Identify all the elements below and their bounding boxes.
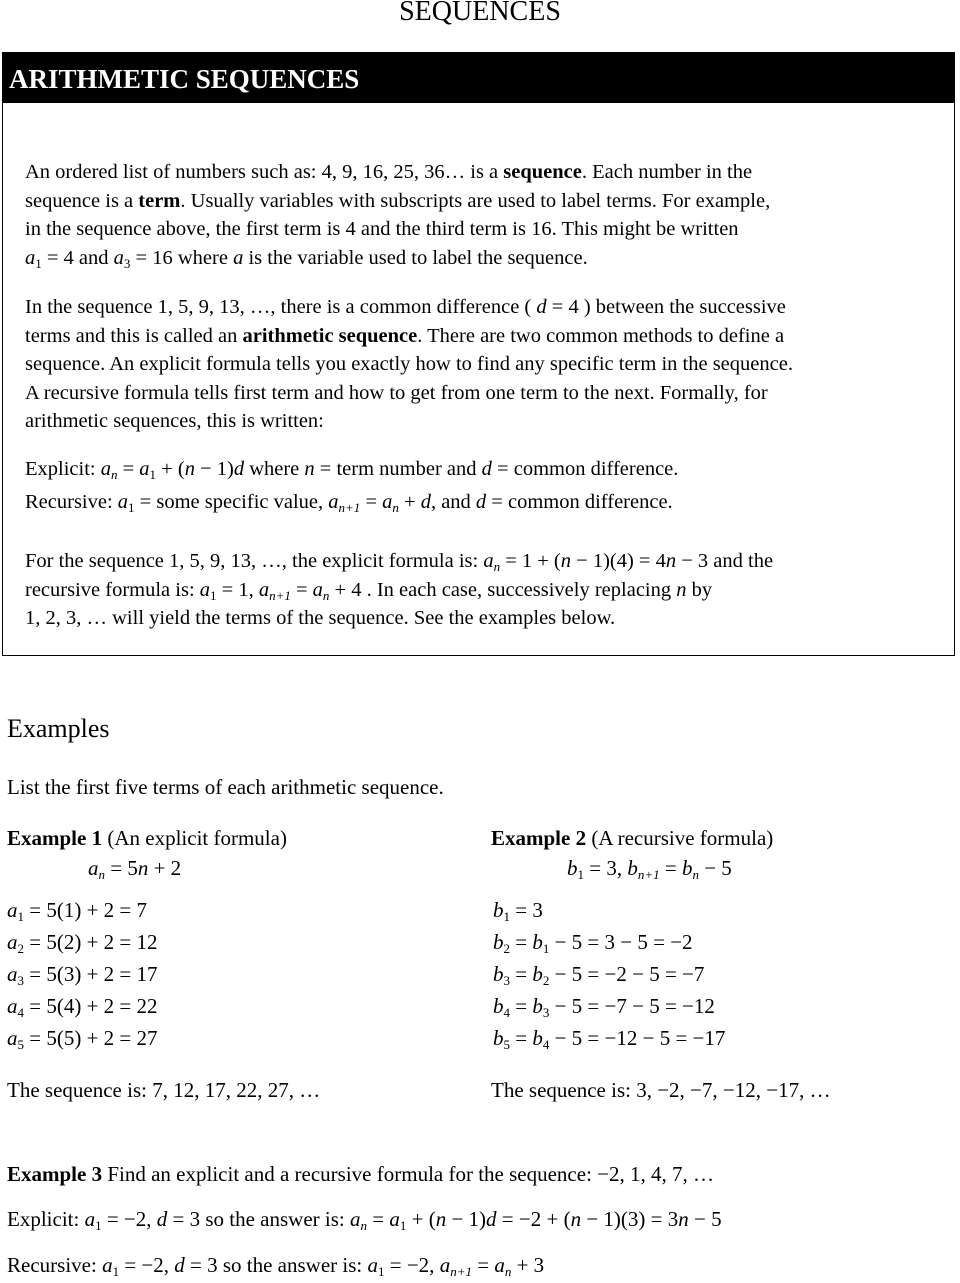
subscript: 1: [542, 941, 550, 956]
text: − 5 = −7 − 5 = −12: [549, 994, 715, 1018]
text: = 5(1) + 2 = 7: [24, 898, 148, 922]
var: b: [493, 1026, 504, 1050]
label: Explicit:: [25, 458, 101, 480]
bold-term: arithmetic sequence: [242, 324, 418, 347]
text: = some specific value,: [134, 491, 329, 513]
subscript: 3: [123, 255, 131, 271]
text: recursive formula is:: [25, 578, 200, 601]
text: by: [686, 578, 713, 601]
var: a: [117, 491, 129, 513]
var: a: [7, 930, 18, 954]
third-paragraph: [25, 547, 940, 633]
text: = −2 + (: [496, 1207, 571, 1231]
var: d: [486, 1207, 497, 1231]
var: d: [156, 1207, 168, 1231]
var: n: [137, 856, 149, 880]
var: b: [493, 930, 504, 954]
var: a: [328, 491, 339, 513]
example1-title: [7, 826, 287, 851]
example2-row: [493, 898, 543, 923]
var: d: [420, 491, 431, 513]
text: where: [244, 458, 305, 480]
example2-result: The sequence is: 3, −2, −7, −12, −17, …: [491, 1078, 831, 1102]
subscript: 1: [149, 467, 157, 482]
text: = 4 ) between the successive: [546, 296, 786, 318]
text: Find an explicit and a recursive formula for the sequence: −2, 1, 4, 7, …: [102, 1162, 715, 1186]
text: − 5: [698, 856, 732, 880]
var: a: [312, 578, 323, 601]
p3-line-3: 1, 2, 3, … will yield the terms of the sequence. See the examples below.: [25, 607, 616, 629]
example3-explicit: [7, 1207, 722, 1232]
text: =: [367, 1207, 390, 1231]
example1-row: [7, 994, 158, 1019]
var: b: [532, 1026, 543, 1050]
example1-formula: [88, 856, 181, 881]
text: For the sequence 1, 5, 9, 13, …, the explicit formula is:: [25, 550, 484, 572]
var: n: [676, 578, 687, 601]
subscript: 1: [35, 255, 42, 271]
var: a: [100, 458, 111, 480]
text: (An explicit formula): [102, 826, 287, 850]
text: =: [471, 1253, 495, 1277]
example2-formula: [567, 856, 732, 881]
label: Recursive:: [25, 491, 118, 513]
bold-term: term: [138, 189, 181, 212]
text: − 1)(4) = 4: [571, 550, 666, 572]
text: = 1 + (: [500, 550, 561, 572]
var: n: [560, 550, 572, 572]
text: − 1)(3) = 3: [581, 1207, 679, 1231]
second-paragraph: [25, 293, 940, 436]
text: +: [398, 491, 421, 513]
var: a: [102, 1253, 113, 1277]
subscript: 4: [503, 1005, 510, 1020]
text: + (: [406, 1207, 436, 1231]
subscript: n: [322, 587, 330, 603]
var: n: [435, 1207, 447, 1231]
text: In the sequence 1, 5, 9, 13, …, there is a common difference (: [25, 296, 537, 318]
var: b: [493, 962, 504, 986]
example1-row: [7, 898, 147, 923]
text: − 5 = 3 − 5 = −2: [549, 930, 693, 954]
text: =: [360, 491, 383, 513]
example1-result: The sequence is: 7, 12, 17, 22, 27, …: [7, 1078, 321, 1102]
var: b: [681, 856, 693, 880]
text: + (: [156, 458, 185, 480]
subscript: n: [504, 1264, 512, 1279]
var: d: [481, 458, 492, 480]
p2-line-1: [25, 293, 940, 322]
intro-line-1: [25, 158, 940, 187]
text: = 3: [510, 898, 543, 922]
var: b: [532, 930, 543, 954]
text: . There are two common methods to define a: [417, 324, 785, 347]
var: b: [493, 898, 504, 922]
recursive-definition: [25, 491, 673, 514]
intro-line-4: [25, 244, 940, 273]
text: − 3 and the: [676, 550, 774, 572]
var: a: [494, 1253, 505, 1277]
var: a: [258, 578, 270, 601]
bold-term: sequence: [503, 161, 582, 183]
example2-row: [493, 962, 704, 987]
var: n: [570, 1207, 582, 1231]
text: = term number and: [314, 458, 482, 480]
text: = 1,: [216, 578, 259, 601]
var: d: [475, 491, 487, 513]
bold-label: Example 2: [491, 826, 587, 850]
text: (A recursive formula): [586, 826, 774, 850]
var: b: [532, 962, 543, 986]
subscript: n+1: [338, 500, 361, 515]
subscript: 1: [503, 909, 510, 924]
example2-row: [493, 994, 715, 1019]
text: = 5: [105, 856, 138, 880]
text: = 5(4) + 2 = 22: [24, 994, 158, 1018]
subscript: n: [692, 867, 699, 882]
var: a: [199, 578, 211, 601]
section-banner: ARITHMETIC SEQUENCES: [3, 53, 954, 103]
var: a: [88, 856, 99, 880]
text: =: [510, 962, 533, 986]
subscript: 2: [17, 941, 24, 956]
var: a: [84, 1207, 96, 1231]
text: terms and this is called an: [25, 324, 243, 347]
subscript: 3: [542, 1005, 550, 1020]
subscript: n+1: [637, 867, 660, 882]
explicit-definition: [25, 458, 678, 481]
subscript: 1: [95, 1218, 102, 1233]
var: a: [7, 898, 18, 922]
subscript: n: [392, 500, 399, 515]
text: . Usually variables with subscripts are used to label terms. For example,: [180, 189, 771, 212]
text: , and: [430, 491, 476, 513]
subscript: 2: [503, 941, 510, 956]
subscript: n: [493, 559, 501, 574]
intro-line-2: [25, 187, 940, 216]
p2-line-5: arithmetic sequences, this is written:: [25, 410, 324, 432]
var: a: [350, 1207, 361, 1231]
subscript: n: [360, 1218, 368, 1233]
var: a: [389, 1207, 400, 1231]
subscript: n+1: [269, 587, 291, 603]
var: a: [7, 994, 18, 1018]
text: =: [510, 994, 533, 1018]
example2-title: [491, 826, 773, 851]
var: d: [233, 458, 245, 480]
var: n: [184, 458, 195, 480]
var: n: [304, 458, 315, 480]
subscript: 2: [542, 973, 550, 988]
var: a: [439, 1253, 451, 1277]
examples-heading: Examples: [7, 714, 110, 743]
text: =: [510, 1026, 533, 1050]
examples-instruction: List the first five terms of each arithmetic sequence.: [7, 775, 444, 799]
text: = −2,: [384, 1253, 440, 1277]
intro-paragraph: [25, 158, 940, 272]
var: a: [139, 458, 150, 480]
text: + 2: [148, 856, 182, 880]
subscript: 1: [128, 500, 135, 515]
p2-line-4: A recursive formula tells first term and how to get from one term to the next. Formally, for: [25, 381, 768, 404]
text: = 4 and: [41, 246, 114, 269]
var: d: [174, 1253, 185, 1277]
var: a: [25, 246, 36, 269]
subscript: 1: [577, 867, 584, 882]
var: a: [367, 1253, 378, 1277]
p2-line-2: [25, 322, 940, 351]
subscript: 5: [17, 1037, 24, 1052]
text: = 3 so the answer is:: [167, 1207, 351, 1231]
subscript: 1: [17, 909, 24, 924]
page-title: SEQUENCES: [399, 0, 561, 27]
subscript: 5: [503, 1037, 510, 1052]
label: Recursive:: [7, 1253, 103, 1277]
text: = common difference.: [491, 458, 679, 480]
text: − 1): [194, 458, 234, 480]
var: b: [532, 994, 543, 1018]
text: = 5(3) + 2 = 17: [24, 962, 158, 986]
example3-title: [7, 1162, 714, 1187]
text: . Each number in the: [581, 161, 753, 183]
example1-row: [7, 930, 158, 955]
example2-row: [493, 1026, 725, 1051]
var: b: [567, 856, 578, 880]
subscript: 1: [399, 1218, 407, 1233]
subscript: n: [110, 467, 118, 482]
text: + 4 . In each case, successively replacing: [329, 578, 677, 601]
subscript: n: [98, 867, 105, 882]
intro-line-3: in the sequence above, the first term is 4 and the third term is 16. This might be written: [25, 218, 739, 240]
subscript: 1: [210, 587, 217, 603]
var: n: [678, 1207, 689, 1231]
text: =: [290, 578, 313, 601]
var: d: [536, 296, 547, 318]
example1-row: [7, 1026, 158, 1051]
text: − 5 = −2 − 5 = −7: [549, 962, 705, 986]
var: b: [493, 994, 504, 1018]
label: Explicit:: [7, 1207, 85, 1231]
text: − 1): [446, 1207, 487, 1231]
var: a: [233, 246, 244, 269]
bold-label: Example 1: [7, 826, 103, 850]
subscript: 3: [503, 973, 510, 988]
var: n: [665, 550, 677, 572]
subscript: n+1: [450, 1264, 472, 1279]
text: = −2,: [101, 1207, 157, 1231]
var: a: [483, 550, 494, 572]
var: a: [382, 491, 393, 513]
var: a: [7, 962, 18, 986]
text: =: [659, 856, 682, 880]
text: = 5(5) + 2 = 27: [24, 1026, 158, 1050]
example2-row: [493, 930, 693, 955]
text: = common difference.: [486, 491, 673, 513]
p3-line-1: [25, 547, 940, 576]
definition-box: [2, 52, 955, 656]
text: is the variable used to label the sequence.: [243, 246, 588, 269]
subscript: 3: [17, 973, 24, 988]
subscript: 4: [17, 1005, 24, 1020]
text: =: [117, 458, 140, 480]
example3-recursive: [7, 1253, 544, 1278]
text: − 5: [688, 1207, 722, 1231]
text: An ordered list of numbers such as: 4, 9, 16, 25, 36… is a: [25, 161, 504, 183]
bold-label: Example 3: [7, 1162, 103, 1186]
text: = 3 so the answer is:: [184, 1253, 368, 1277]
text: = 5(2) + 2 = 12: [24, 930, 158, 954]
text: =: [510, 930, 533, 954]
text: sequence is a: [25, 189, 139, 212]
text: = −2,: [119, 1253, 175, 1277]
var: a: [7, 1026, 18, 1050]
subscript: 1: [378, 1264, 385, 1279]
subscript: 4: [542, 1037, 550, 1052]
text: = 3,: [584, 856, 628, 880]
p3-line-2: [25, 576, 940, 605]
p2-line-3: sequence. An explicit formula tells you exactly how to find any specific term in the sequence.: [25, 353, 793, 375]
text: − 5 = −12 − 5 = −17: [549, 1026, 726, 1050]
example1-row: [7, 962, 158, 987]
text: = 16 where: [130, 246, 234, 269]
text: + 3: [511, 1253, 545, 1277]
subscript: 1: [112, 1264, 120, 1279]
var: a: [113, 246, 124, 269]
var: b: [627, 856, 638, 880]
